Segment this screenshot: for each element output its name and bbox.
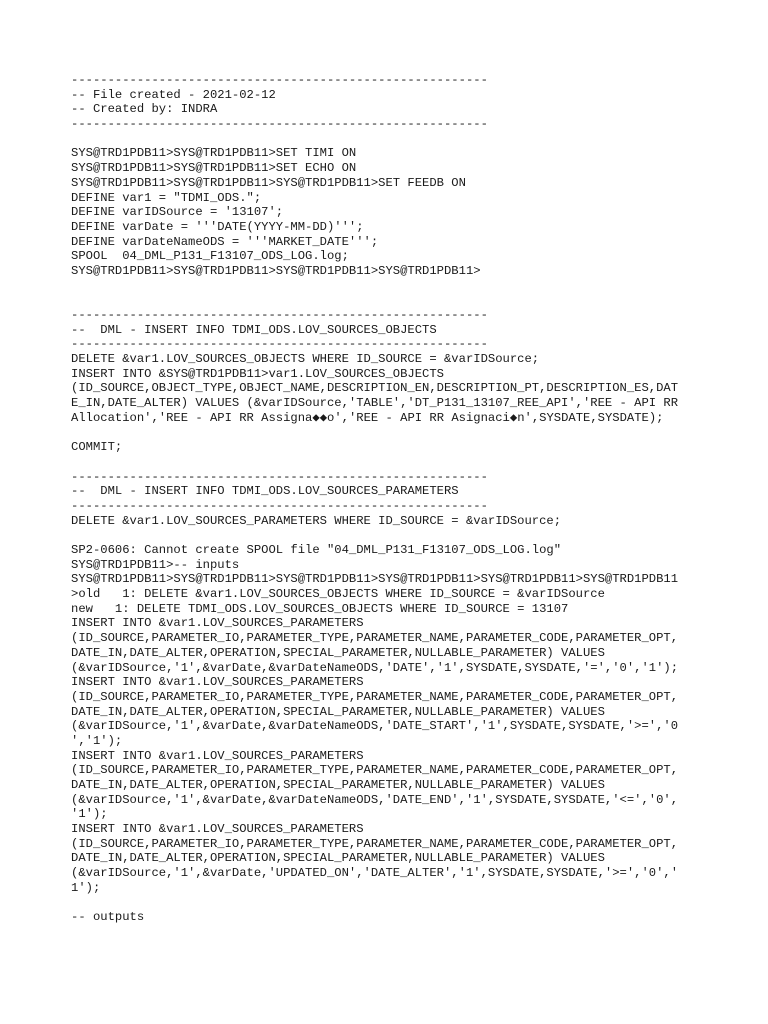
text-line: (&varIDSource,'1',&varDate,&varDateNameODS,'DATE','1',SYSDATE,SYSDATE,'=','0','1'); bbox=[71, 660, 679, 675]
text-line: COMMIT; bbox=[71, 440, 123, 455]
blank-line bbox=[71, 426, 761, 441]
text-line: (ID_SOURCE,PARAMETER_IO,PARAMETER_TYPE,PARAMETER_NAME,PARAMETER_CODE,PARAMETER_OPT, bbox=[71, 631, 679, 646]
text-line: 1'); bbox=[71, 880, 101, 895]
blank-line bbox=[71, 132, 761, 147]
blank-line bbox=[71, 896, 761, 911]
text-line: INSERT INTO &var1.LOV_SOURCES_PARAMETERS bbox=[71, 822, 364, 837]
text-line: Allocation','REE - API RR Assigna◆◆o','REE - API RR Asignaci◆n',SYSDATE,SYSDATE); bbox=[71, 410, 664, 425]
text-line: --------------------------------------------------------- bbox=[71, 337, 488, 352]
text-line: SYS@TRD1PDB11>SYS@TRD1PDB11>SYS@TRD1PDB11>SET FEEDB ON bbox=[71, 175, 466, 190]
text-line: DEFINE varIDSource = '13107'; bbox=[71, 205, 284, 220]
text-line: DATE_IN,DATE_ALTER,OPERATION,SPECIAL_PARAMETER,NULLABLE_PARAMETER) VALUES bbox=[71, 645, 605, 660]
text-line: DEFINE var1 = "TDMI_ODS."; bbox=[71, 190, 262, 205]
sql-log-text bbox=[71, 73, 761, 925]
blank-line bbox=[71, 293, 761, 308]
text-line: INSERT INTO &var1.LOV_SOURCES_PARAMETERS bbox=[71, 748, 364, 763]
text-line: INSERT INTO &var1.LOV_SOURCES_PARAMETERS bbox=[71, 675, 364, 690]
text-line: new 1: DELETE TDMI_ODS.LOV_SOURCES_OBJECTS WHERE ID_SOURCE = 13107 bbox=[71, 601, 569, 616]
text-line: '1'); bbox=[71, 807, 108, 822]
blank-line bbox=[71, 528, 761, 543]
text-line: DATE_IN,DATE_ALTER,OPERATION,SPECIAL_PARAMETER,NULLABLE_PARAMETER) VALUES bbox=[71, 704, 605, 719]
text-line: ','1'); bbox=[71, 733, 123, 748]
text-line: (ID_SOURCE,OBJECT_TYPE,OBJECT_NAME,DESCRIPTION_EN,DESCRIPTION_PT,DESCRIPTION_ES,DAT bbox=[71, 381, 679, 396]
text-line: -- DML - INSERT INFO TDMI_ODS.LOV_SOURCES_PARAMETERS bbox=[71, 484, 459, 499]
text-line: (ID_SOURCE,PARAMETER_IO,PARAMETER_TYPE,PARAMETER_NAME,PARAMETER_CODE,PARAMETER_OPT, bbox=[71, 763, 679, 778]
text-line: DELETE &var1.LOV_SOURCES_PARAMETERS WHERE ID_SOURCE = &varIDSource; bbox=[71, 513, 562, 528]
text-line: SYS@TRD1PDB11>-- inputs bbox=[71, 557, 240, 572]
text-line: (ID_SOURCE,PARAMETER_IO,PARAMETER_TYPE,PARAMETER_NAME,PARAMETER_CODE,PARAMETER_OPT, bbox=[71, 836, 679, 851]
text-line: SYS@TRD1PDB11>SYS@TRD1PDB11>SYS@TRD1PDB11>SYS@TRD1PDB11> bbox=[71, 263, 481, 278]
text-line: INSERT INTO &var1.LOV_SOURCES_PARAMETERS bbox=[71, 616, 364, 631]
text-line: SP2-0606: Cannot create SPOOL file "04_DML_P131_F13107_ODS_LOG.log" bbox=[71, 543, 562, 557]
text-line: --------------------------------------------------------- bbox=[71, 117, 488, 132]
text-line: --------------------------------------------------------- bbox=[71, 469, 488, 484]
text-line: --------------------------------------------------------- bbox=[71, 498, 488, 513]
text-line: -- outputs bbox=[71, 910, 145, 925]
text-line: (&varIDSource,'1',&varDate,&varDateNameODS,'DATE_START','1',SYSDATE,SYSDATE,'>=','0 bbox=[71, 719, 679, 734]
text-line: >old 1: DELETE &var1.LOV_SOURCES_OBJECTS WHERE ID_SOURCE = &varIDSource bbox=[71, 587, 605, 602]
text-line: (&varIDSource,'1',&varDate,'UPDATED_ON','DATE_ALTER','1',SYSDATE,SYSDATE,'>=','0',' bbox=[71, 866, 679, 881]
text-line: DELETE &var1.LOV_SOURCES_OBJECTS WHERE ID_SOURCE = &varIDSource; bbox=[71, 352, 540, 367]
text-line: DATE_IN,DATE_ALTER,OPERATION,SPECIAL_PARAMETER,NULLABLE_PARAMETER) VALUES bbox=[71, 778, 605, 792]
text-line: E_IN,DATE_ALTER) VALUES (&varIDSource,'TABLE','DT_P131_13107_REE_API','REE - API RR bbox=[71, 396, 679, 411]
text-line: SPOOL 04_DML_P131_F13107_ODS_LOG.log; bbox=[71, 249, 349, 264]
blank-line bbox=[71, 455, 761, 470]
text-line: DATE_IN,DATE_ALTER,OPERATION,SPECIAL_PARAMETER,NULLABLE_PARAMETER) VALUES bbox=[71, 851, 605, 866]
text-line: -- DML - INSERT INFO TDMI_ODS.LOV_SOURCES_OBJECTS bbox=[71, 322, 437, 337]
text-line: (&varIDSource,'1',&varDate,&varDateNameODS,'DATE_END','1',SYSDATE,SYSDATE,'<=','0', bbox=[71, 792, 679, 807]
text-line: (ID_SOURCE,PARAMETER_IO,PARAMETER_TYPE,PARAMETER_NAME,PARAMETER_CODE,PARAMETER_OPT, bbox=[71, 689, 679, 704]
text-line: SYS@TRD1PDB11>SYS@TRD1PDB11>SYS@TRD1PDB11>SYS@TRD1PDB11>SYS@TRD1PDB11>SYS@TRD1PDB11 bbox=[71, 572, 679, 587]
text-line: -- Created by: INDRA bbox=[71, 102, 218, 117]
text-line: DEFINE varDateNameODS = '''MARKET_DATE'''; bbox=[71, 234, 379, 249]
text-line: -- File created - 2021-02-12 bbox=[71, 87, 276, 102]
text-line: SYS@TRD1PDB11>SYS@TRD1PDB11>SET ECHO ON bbox=[71, 161, 357, 176]
blank-line bbox=[71, 279, 761, 294]
text-line: INSERT INTO &SYS@TRD1PDB11>var1.LOV_SOURCES_OBJECTS bbox=[71, 366, 444, 381]
text-line: --------------------------------------------------------- bbox=[71, 308, 488, 322]
text-line: SYS@TRD1PDB11>SYS@TRD1PDB11>SET TIMI ON bbox=[71, 146, 357, 161]
text-line: DEFINE varDate = '''DATE(YYYY-MM-DD)'''; bbox=[71, 219, 364, 234]
text-line: --------------------------------------------------------- bbox=[71, 73, 488, 87]
